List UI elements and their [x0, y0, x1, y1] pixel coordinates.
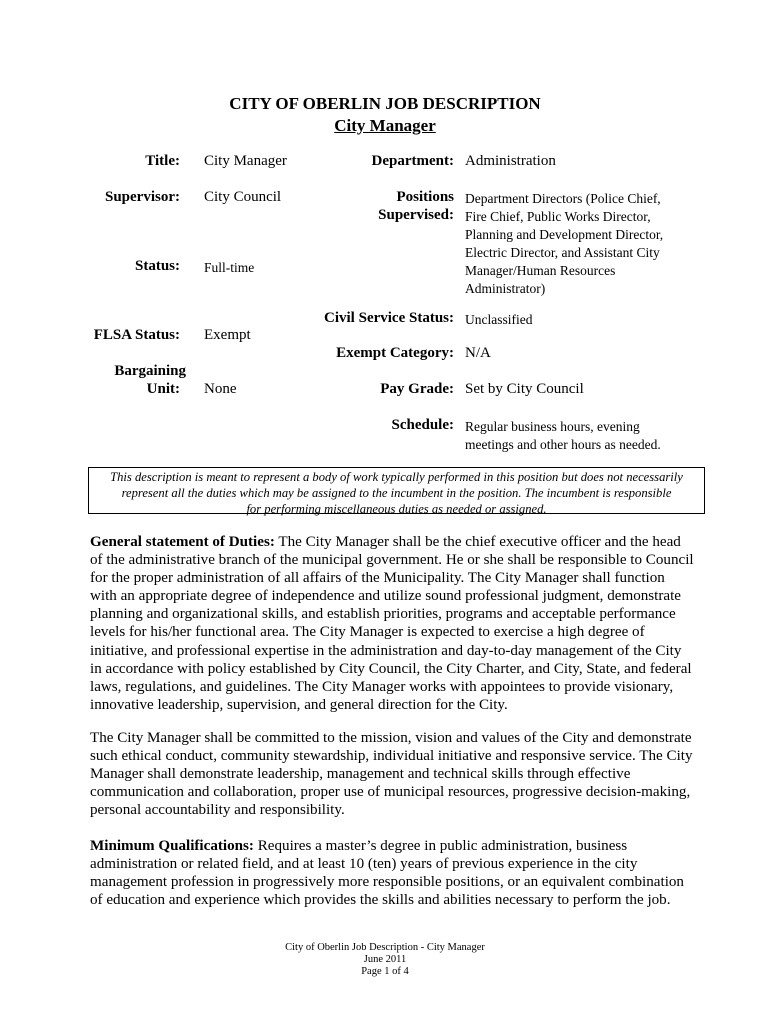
minimum-qualifications-text: Requires a master’s degree in public administration, business administration or related field, and at least 10 (ten) years of previous experience in the city management profession in progressively more responsible positions, or an equivalent combination of education and experience which provides the skills and abilities necessary to perform the job. [90, 838, 684, 909]
flsa-status-value: Exempt [204, 327, 251, 343]
civil-service-value: Unclassified [465, 312, 533, 327]
job-title-heading: City Manager [334, 116, 436, 135]
exempt-category-value: N/A [465, 345, 491, 361]
footer-page-number: Page 1 of 4 [361, 966, 409, 977]
pay-grade-value: Set by City Council [465, 381, 584, 397]
positions-supervised-list [465, 190, 663, 298]
disclaimer-line: for performing miscellaneous duties as needed or assigned. [246, 502, 547, 516]
positions-line: Fire Chief, Public Works Director, [465, 209, 651, 224]
commitment-text: The City Manager shall be committed to the mission, vision and values of the City and demonstrate such ethical conduct, community stewardship, individual initiative and responsive service. The City Manager shall demonstrate leadership, management and technical skills through effective communication and collaboration, proper use of municipal resources, progressive decision-making, personal accountability and responsibility. [90, 730, 693, 819]
disclaimer-box [88, 467, 705, 514]
page-title: CITY OF OBERLIN JOB DESCRIPTION [229, 94, 541, 113]
department-value: Administration [465, 153, 556, 169]
schedule-line: meetings and other hours as needed. [465, 437, 661, 452]
positions-label-line1: Positions [396, 189, 454, 205]
schedule-value [465, 418, 661, 454]
status-value: Full-time [204, 260, 255, 275]
title-label: Title: [145, 153, 180, 169]
bargaining-label-line2: Unit: [146, 381, 180, 397]
minimum-qualifications-paragraph [90, 837, 695, 909]
schedule-label: Schedule: [391, 417, 454, 433]
pay-grade-label: Pay Grade: [380, 381, 454, 397]
positions-line: Department Directors (Police Chief, [465, 191, 661, 206]
page-subtitle [0, 116, 770, 136]
footer [0, 942, 770, 978]
positions-line: Manager/Human Resources [465, 263, 616, 278]
footer-date: June 2011 [363, 954, 407, 965]
bargaining-label-line1: Bargaining [114, 363, 186, 379]
minimum-qualifications-heading: Minimum Qualifications: [90, 838, 254, 854]
schedule-line: Regular business hours, evening [465, 419, 640, 434]
positions-line: Administrator) [465, 281, 546, 296]
general-statement-heading: General statement of Duties: [90, 534, 275, 550]
supervisor-label: Supervisor: [105, 189, 180, 205]
flsa-status-label: FLSA Status: [93, 327, 180, 343]
positions-line: Planning and Development Director, [465, 227, 664, 242]
bargaining-value: None [204, 381, 237, 397]
department-label: Department: [371, 153, 454, 169]
positions-label-line2: Supervised: [378, 207, 454, 223]
disclaimer-line: This description is meant to represent a body of work typically performed in this position but does not necessarily [110, 470, 683, 484]
title-value: City Manager [204, 153, 287, 169]
civil-service-label: Civil Service Status: [324, 310, 454, 326]
commitment-paragraph [90, 729, 695, 819]
general-statement-text: The City Manager shall be the chief executive officer and the head of the administrative branch of the municipal government. He or she shall be responsible to Council for the proper administration of all affairs of the Municipality. The City Manager shall function with an appropriate degree of independence and utilize sound professional judgment, demonstrate planning and organizational skills, and establish priorities, programs and acceptable performance levels for his/her functional area. The City Manager is expected to exercise a high degree of initiative, and professional expertise in the administration and day-to-day management of the City in accordance with policy established by City Council, the City Charter, and City, State, and federal laws, regulations, and guidelines. The City Manager works with appointees to provide visionary, innovative leadership, supervision, and general direction for the City. [90, 534, 694, 713]
status-label: Status: [134, 258, 180, 274]
general-statement-paragraph [90, 533, 695, 714]
disclaimer-line: represent all the duties which may be assigned to the incumbent in the position. The incumbent is responsible [121, 486, 672, 500]
exempt-category-label: Exempt Category: [336, 345, 454, 361]
footer-document-name: City of Oberlin Job Description - City Manager [285, 942, 485, 953]
positions-line: Electric Director, and Assistant City [465, 245, 660, 260]
supervisor-value: City Council [204, 189, 282, 205]
